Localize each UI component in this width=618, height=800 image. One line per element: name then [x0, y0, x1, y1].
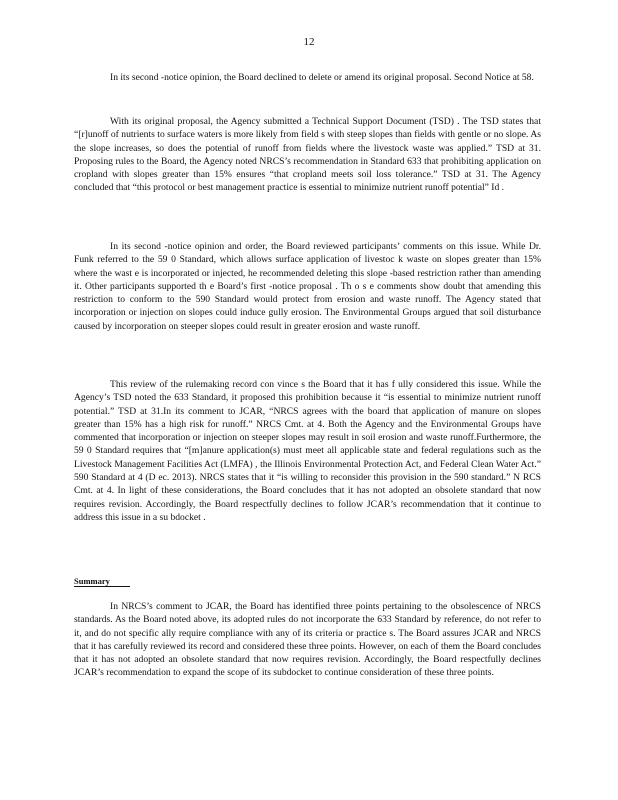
paragraph-summary: In NRCS’s comment to JCAR, the Board has identified three points pertaining to the obsolescence of NRCS standards. As the Board noted above, its adopted rules do not incorporate the 633 Standard by reference, do not refer to it, and do not specific ally require compliance with any of its criteria or practice s. The Board assures JCAR and NRCS that it has carefully reviewed its record and considered these three points. However, on each of them the Board concludes that it has not adopted an obsolete standard that now requires revision. Accordingly, the Board respectfully declines JCAR’s recommendation to expand the scope of its subdocket to continue consideration of these three points.	[74, 601, 541, 679]
paragraph-rulemaking-record-review: This review of the rulemaking record con vince s the Board that it has f ully considered this issue. While the Agency’s TSD noted the 633 Standard, it proposed this prohibition because it “is essential to minimize nutrient runoff potential.” TSD at 31.In its comment to JCAR, “NRCS agrees with the board that application of manure on slopes greater than 15% has a high risk for runoff.” NRCS Cmt. at 4. Both the Agency and the Environmental Groups have commented that incorporation or injection on steeper slopes may result in soil erosion and waste runoff.Furthermore, the 59 0 Standard requires that “[m]anure application(s) must meet all applicable state and federal regulations such as the Livestock Management Facilities Act (LMFA) , the Illinois Environmental Protection Act, and Federal Clean Water Act.” 590 Standard at 4 (D ec. 2013). NRCS states that it “is willing to reconsider this provision in the 590 standard.” N RCS Cmt. at 4. In light of these considerations, the Board concludes that it has not adopted an obsolete standard that now requires revision. Accordingly, the Board respectfully declines to follow JCAR’s recommendation that it continue to address this issue in a su bdocket .	[74, 379, 541, 523]
paragraph-participants-comments: In its second -notice opinion and order, the Board reviewed participants’ comments on this issue. While Dr. Funk referred to the 59 0 Standard, which allows surface application of livestoc k waste on slopes greater than 15% where the wast e is incorporated or injected, he recommended deleting this slope -based restriction rather than amending it. Other participants supported th e Board’s first -notice proposal . Th o s e comments show doubt that amending this restriction to conform to the 590 Standard would protect from erosion and waste runoff. The Agency stated that incorporation or injection on slopes could induce gully erosion. The Environmental Groups argued that soil disturbance caused by incorporation on steeper slopes could result in greater erosion and waste runoff.	[74, 241, 541, 332]
summary-heading: Summary	[74, 576, 130, 587]
paragraph-technical-support-document: With its original proposal, the Agency submitted a Technical Support Document (TSD) . The TSD states that “[r]unoff of nutrients to surface waters is more likely from field s with steep slopes than fields with gentle or no slope. As the slope increases, so does the potential of runoff from fields where the livestock waste was applied.” TSD at 31. Proposing rules to the Board, the Agency noted NRCS’s recommendation in Standard 633 that prohibiting application on cropland with slopes greater than 15% ensures “that cropland meets soil loss tolerance.” TSD at 31. The Agency concluded that “this protocol or best management practice is essential to minimize nutrient runoff potential” Id .	[74, 116, 541, 194]
page-number: 12	[303, 36, 315, 48]
paragraph-second-notice-opinion: In its second -notice opinion, the Board declined to delete or amend its original proposal. Second Notice at 58.	[110, 72, 534, 83]
